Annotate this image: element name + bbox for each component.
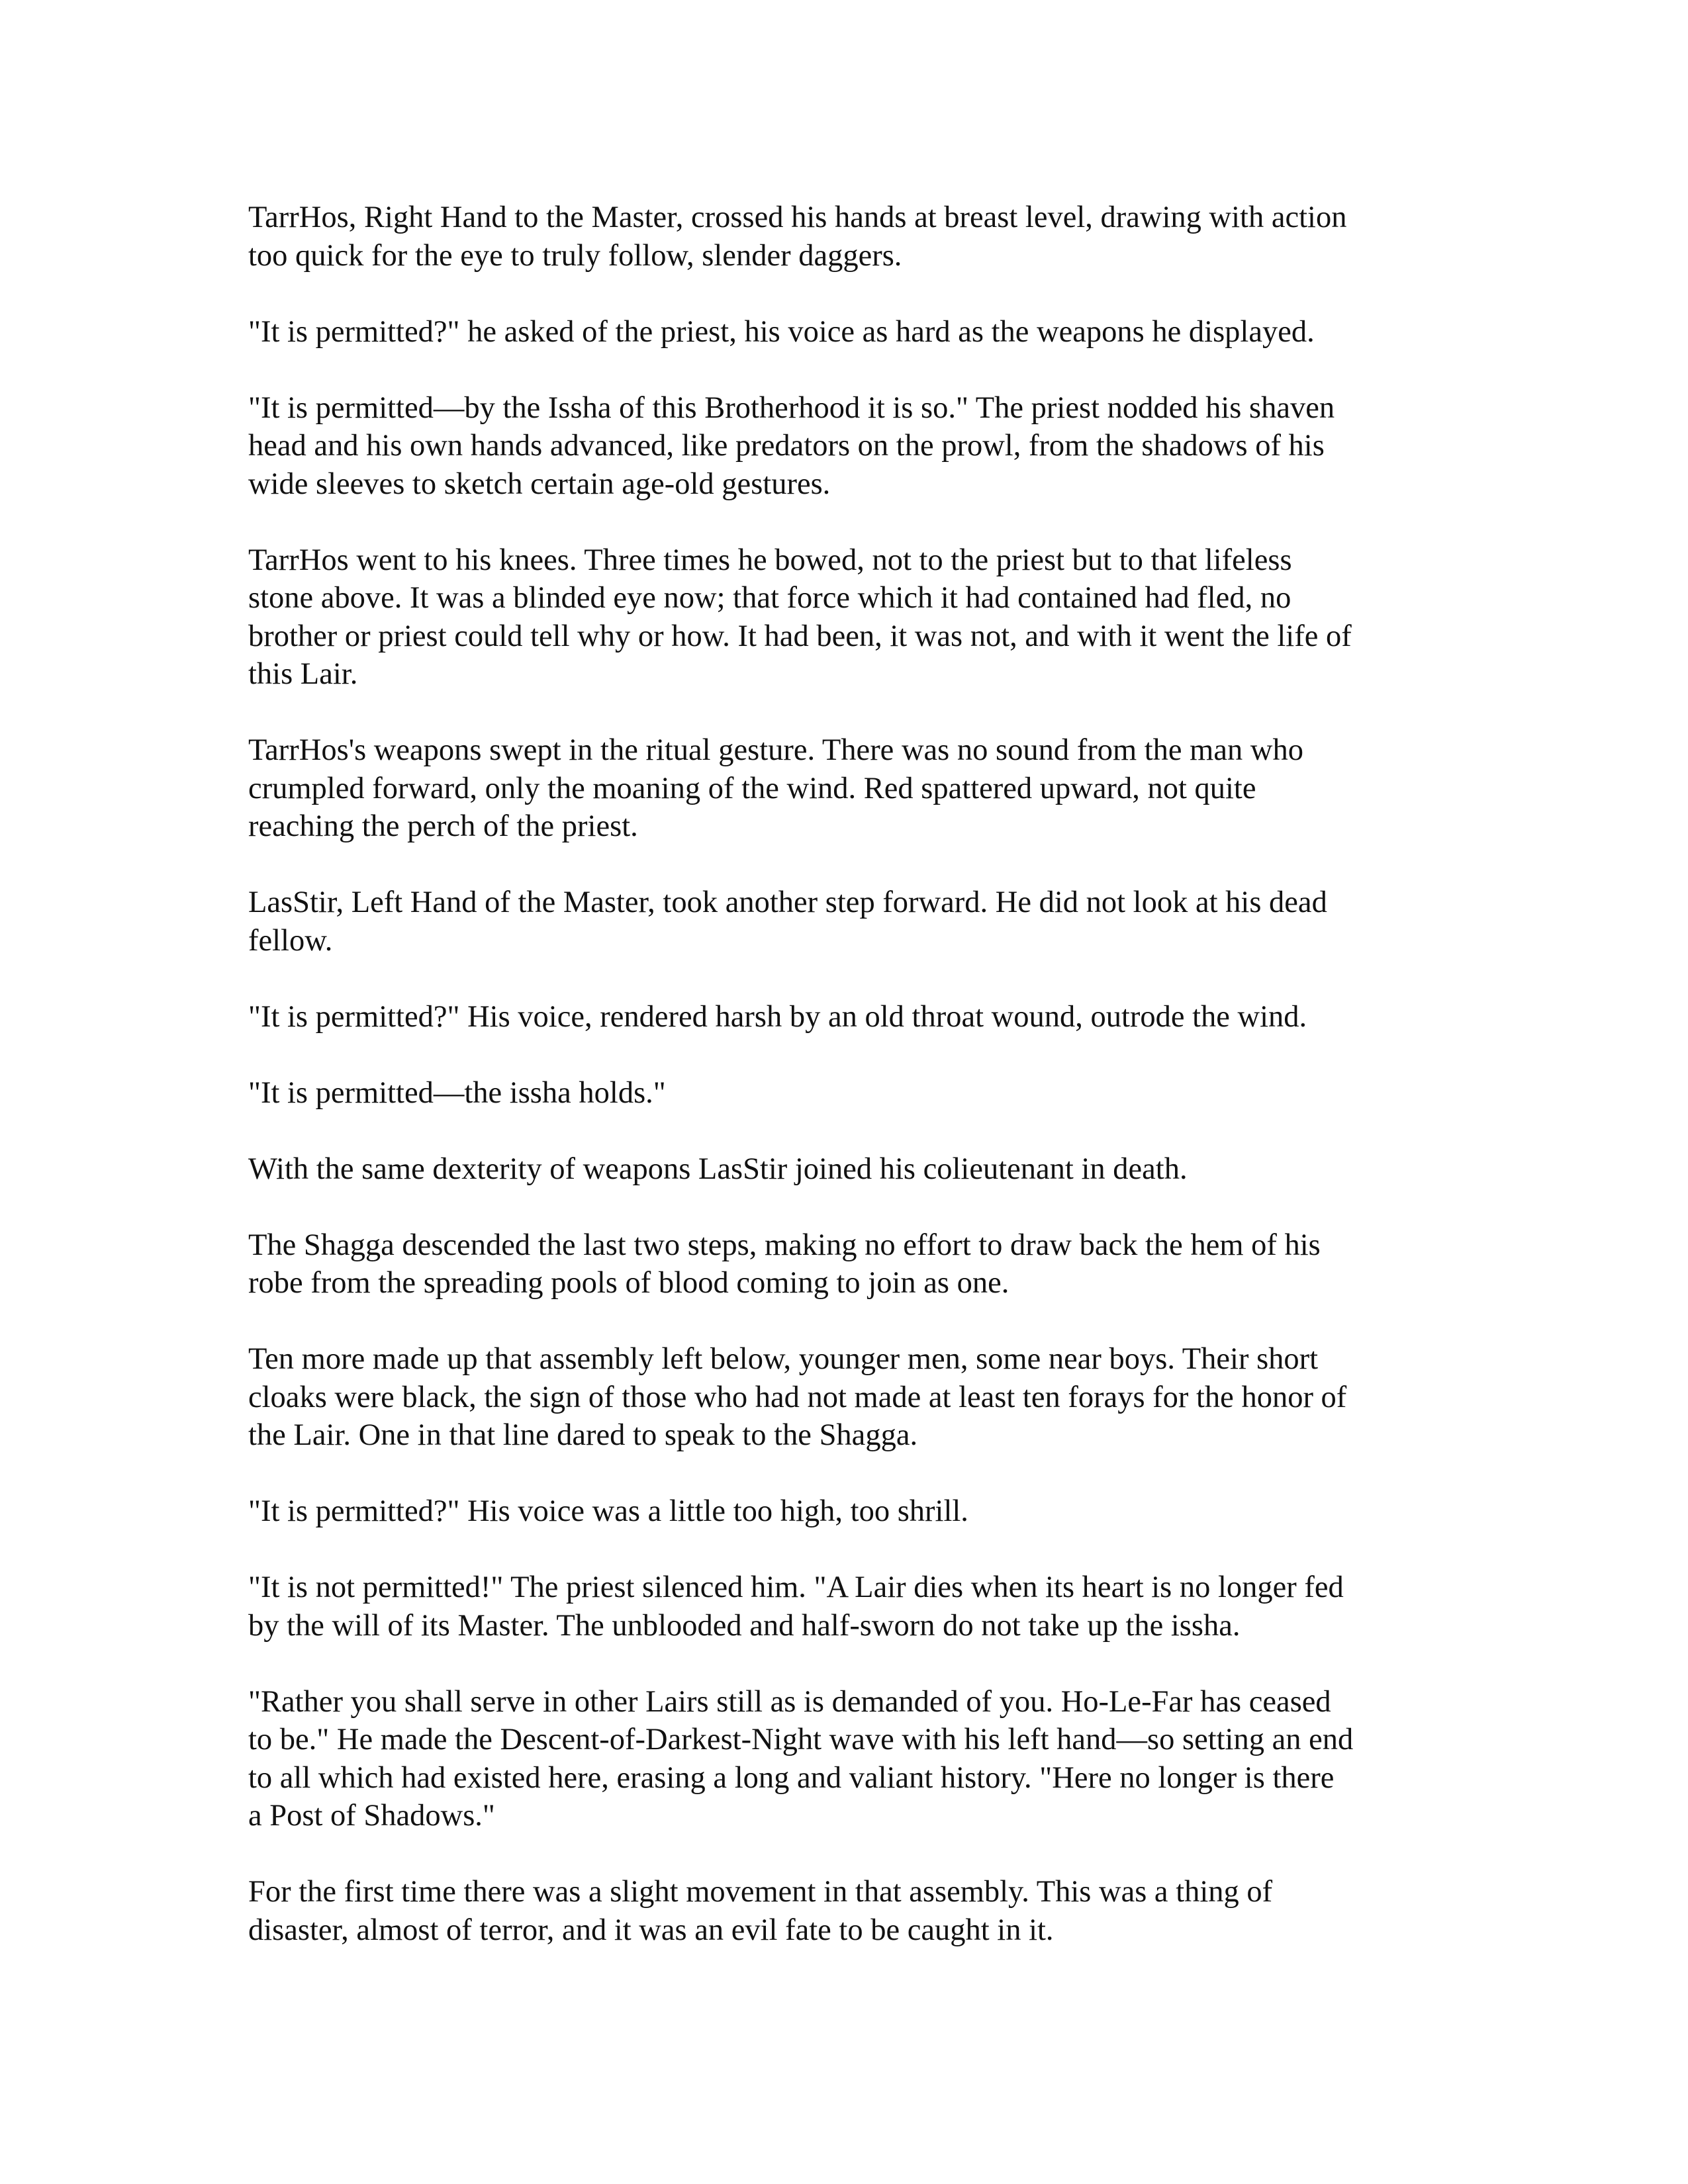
paragraph: "Rather you shall serve in other Lairs still as is demanded of you. Ho-Le-Far has ceased to be." He made the Descent-of-Darkest-Night wave with his left hand—so setting an end to all which had existed here, erasing a long and valiant history. "Here no longer is there a Post of Shadows." — [248, 1684, 1354, 1833]
paragraph: For the first time there was a slight movement in that assembly. This was a thing of disaster, almost of terror, and it was an evil fate to be caught in it. — [248, 1875, 1273, 1947]
paragraph: TarrHos, Right Hand to the Master, crossed his hands at breast level, drawing with action too quick for the eye to truly follow, slender daggers. — [248, 201, 1347, 273]
paragraph: "It is permitted—by the Issha of this Brotherhood it is so." The priest nodded his shaven head and his own hands advanced, like predators on the prowl, from the shadows of his wide sleeves to sketch certain age-old gestures. — [248, 390, 1335, 501]
paragraph: "It is permitted?" His voice, rendered harsh by an old throat wound, outrode the wind. — [248, 999, 1307, 1034]
paragraph: "It is permitted—the issha holds." — [248, 1075, 666, 1110]
paragraph: Ten more made up that assembly left below, younger men, some near boys. Their short cloaks were black, the sign of those who had not made at least ten forays for the honor of the Lair. One in that line dared to speak to the Shagga. — [248, 1342, 1347, 1452]
paragraph: "It is permitted?" His voice was a little too high, too shrill. — [248, 1494, 968, 1528]
document-page — [248, 199, 1453, 1987]
paragraph: LasStir, Left Hand of the Master, took another step forward. He did not look at his dead fellow. — [248, 886, 1327, 958]
paragraph: With the same dexterity of weapons LasStir joined his colieutenant in death. — [248, 1152, 1188, 1186]
paragraph: "It is permitted?" he asked of the priest, his voice as hard as the weapons he displayed. — [248, 314, 1315, 349]
paragraph: TarrHos went to his knees. Three times he bowed, not to the priest but to that lifeless stone above. It was a blinded eye now; that force which it had contained had fled, no brother or priest could tell why or how. It had been, it was not, and with it went the life of this Lair. — [248, 543, 1352, 691]
paragraph: The Shagga descended the last two steps, making no effort to draw back the hem of his robe from the spreading pools of blood coming to join as one. — [248, 1228, 1321, 1300]
paragraph: "It is not permitted!" The priest silenced him. "A Lair dies when its heart is no longer fed by the will of its Master. The unblooded and half-sworn do not take up the issha. — [248, 1570, 1344, 1643]
paragraph: TarrHos's weapons swept in the ritual gesture. There was no sound from the man who crumpled forward, only the moaning of the wind. Red spattered upward, not quite reaching the perch of the priest. — [248, 733, 1303, 843]
